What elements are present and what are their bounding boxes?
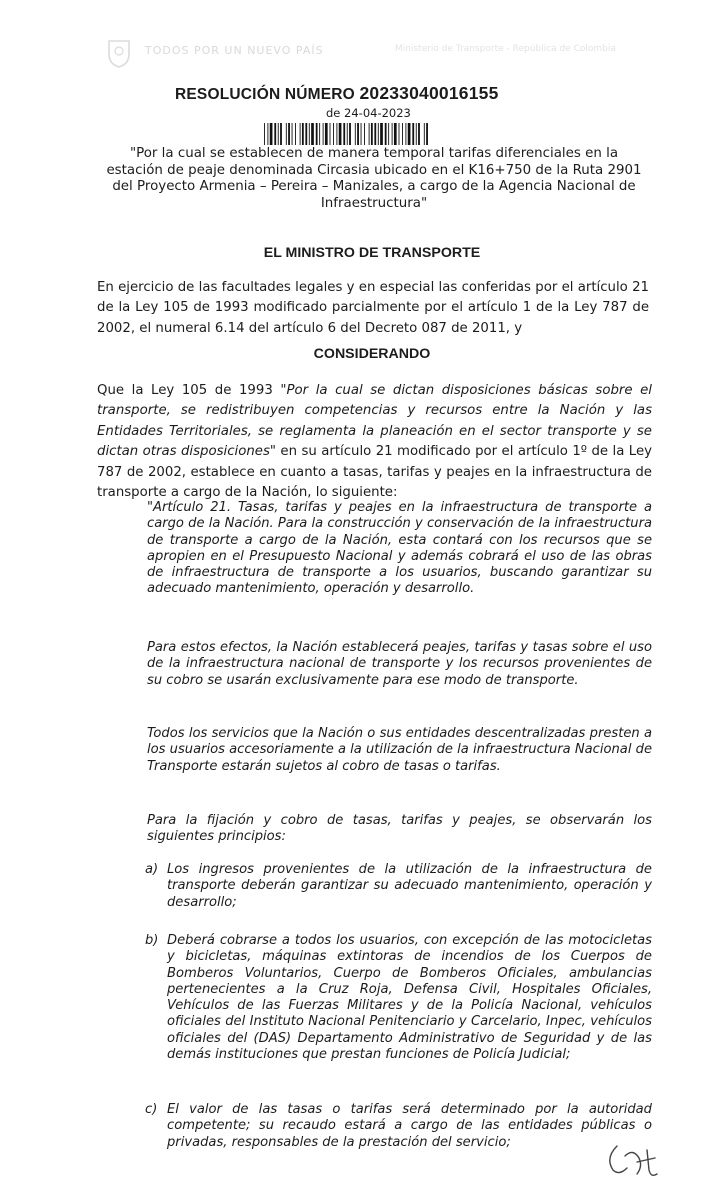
quote-paragraph-servicios: Todos los servicios que la Nación o sus entidades descentralizadas presten a los usuarios accesoriamente a la utilización de la infraestructura Nacional de Transporte estarán sujetos al cobro de tasas o tarifas.	[147, 726, 652, 774]
resolution-number: 20233040016155	[359, 83, 499, 103]
barcode-bar	[336, 123, 337, 145]
faint-header-motto: TODOS POR UN NUEVO PAÍS	[145, 44, 324, 57]
barcode-bar	[394, 123, 397, 145]
barcode-bar	[302, 123, 304, 145]
barcode-bar	[347, 123, 348, 145]
barcode-bar	[325, 123, 328, 145]
barcode-bar	[319, 123, 320, 145]
intro-paragraph: En ejercicio de las facultades legales y en especial las conferidas por el artículo 21 de la Ley 105 de 1993 modificado parcialmente por el artículo 1 de la Ley 787 de 2002, el numeral 6.14 del artículo 6 del Decreto 087 de 2011, y	[97, 280, 649, 336]
barcode-bar	[418, 123, 420, 145]
considerando-heading: CONSIDERANDO	[313, 346, 431, 362]
barcode-bar	[305, 123, 307, 145]
law-title-italic: Por la cual se dictan disposiciones básicas sobre el transporte, se redistribuyen competencias y recursos entre la Nación y las Entidades Territoriales, se reglamenta la planeación en el sector transporte y se dictan otras disposiciones	[97, 383, 652, 460]
barcode-bar	[369, 123, 370, 145]
barcode-bar	[339, 123, 342, 145]
barcode-bar	[267, 123, 268, 145]
barcode-bar	[408, 123, 411, 145]
barcode-bar	[309, 123, 310, 145]
barcode-bar	[311, 123, 314, 145]
faint-header-entity: Ministerio de Transporte - República de Colombia	[395, 44, 616, 54]
barcode-bar	[330, 123, 331, 145]
barcode-bar	[399, 123, 400, 145]
barcode-bar	[416, 123, 417, 145]
barcode-bar	[385, 123, 387, 145]
barcode-bar	[288, 123, 290, 145]
barcode-bar	[371, 123, 373, 145]
barcode-bar	[333, 123, 334, 145]
resolution-date: de 24-04-2023	[326, 106, 411, 120]
barcode-bar	[424, 123, 425, 145]
barcode-bar	[355, 123, 356, 145]
barcode-bar	[392, 123, 393, 145]
barcode-bar	[323, 123, 324, 145]
barcode-bar	[343, 123, 345, 145]
quote-paragraph-peajes: Para estos efectos, la Nación establecerá peajes, tarifas y tasas sobre el uso de la infraestructura nacional de transporte y los recursos provenientes de su cobro se usarán exclusivamente para ese modo de transporte.	[147, 640, 652, 688]
barcode-bar	[278, 123, 279, 145]
principle-text: Los ingresos provenientes de la utilización de la infraestructura de transporte deberán garantizar su adecuado mantenimiento, operación y desarrollo;	[167, 862, 652, 910]
barcode-bar	[349, 123, 351, 145]
barcode-bar	[295, 123, 296, 145]
handwritten-initials	[603, 1136, 663, 1186]
resolution-title	[175, 83, 595, 104]
considerando-lead: Que la Ley 105 de 1993 "	[97, 383, 287, 398]
resolution-epigraph: "Por la cual se establecen de manera temporal tarifas diferenciales en la estación de peaje denominada Circasia ubicado en el K16+750 de la Ruta 2901 del Proyecto Armenia – Pereira – Manizales, a cargo de la Agencia Nacional de Infraestructura"	[106, 146, 642, 211]
principle-marker: c)	[145, 1102, 158, 1117]
barcode-bar	[280, 123, 282, 145]
minister-heading: EL MINISTRO DE TRANSPORTE	[263, 245, 481, 261]
considerando-tail: " en su artículo 21 modificado por el artículo 1º de la Ley 787 de 2002, establece en cuanto a tasas, tarifas y peajes en la infraestructura de transporte a cargo de la Nación, lo siguiente:	[97, 444, 652, 501]
barcode-bar	[380, 123, 383, 145]
barcode-bar	[378, 123, 379, 145]
barcode-bar	[270, 123, 273, 145]
principle-marker: a)	[145, 862, 159, 877]
barcode-bar	[357, 123, 359, 145]
quote-article-21: "Artículo 21. Tasas, tarifas y peajes en la infraestructura de transporte a cargo de la Nación. Para la construcción y conservación de la infraestructura de transporte a cargo de la Nación, esta contará con los recursos que se apropien en el Presupuesto Nacional y además cobrará el uso de las obras de infraestructura de transporte a los usuarios, buscando garantizar su adecuado mantenimiento, operación y desarrollo.	[147, 500, 652, 597]
barcode-bar	[274, 123, 276, 145]
barcode-bar	[292, 123, 293, 145]
barcode-bar	[405, 123, 406, 145]
barcode-bar	[374, 123, 376, 145]
considerando-paragraph	[97, 381, 652, 503]
quote-paragraph-principios: Para la fijación y cobro de tasas, tarifas y peajes, se observarán los siguientes principios:	[147, 813, 652, 845]
barcode-bar	[412, 123, 414, 145]
barcode-bar	[316, 123, 318, 145]
barcode-bar	[388, 123, 389, 145]
coat-of-arms-seal	[106, 38, 132, 68]
principle-text: El valor de las tasas o tarifas será determinado por la autoridad competente; su recaudo estará a cargo de las entidades públicas o privadas, responsables de la prestación del servicio;	[167, 1102, 652, 1150]
resolution-title-prefix: RESOLUCIÓN NÚMERO	[175, 86, 355, 103]
barcode-bar	[426, 123, 428, 145]
barcode-bar	[402, 123, 403, 145]
principle-marker: b)	[145, 933, 159, 948]
barcode-bar	[264, 123, 265, 145]
barcode-bar	[361, 123, 362, 145]
barcode-bar	[286, 123, 287, 145]
barcode-bar	[364, 123, 365, 145]
barcode-bar	[300, 123, 301, 145]
barcode	[263, 123, 429, 145]
principle-text: Deberá cobrarse a todos los usuarios, con excepción de las motocicletas y bicicletas, máquinas extintoras de incendios de los Cuerpos de Bomberos Voluntarios, Cuerpo de Bomberos Oficiales, ambulancias pertenecientes a la Cruz Roja, Defensa Civil, Hospitales Oficiales, Vehículos de las Fuerzas Militares y de la Policía Nacional, vehículos oficiales del Instituto Nacional Penitenciario y Carcelario, Inpec, vehículos oficiales del (DAS) Departamento Administrativo de Seguridad y de las demás instituciones que prestan funciones de Policía Judicial;	[167, 933, 652, 1063]
